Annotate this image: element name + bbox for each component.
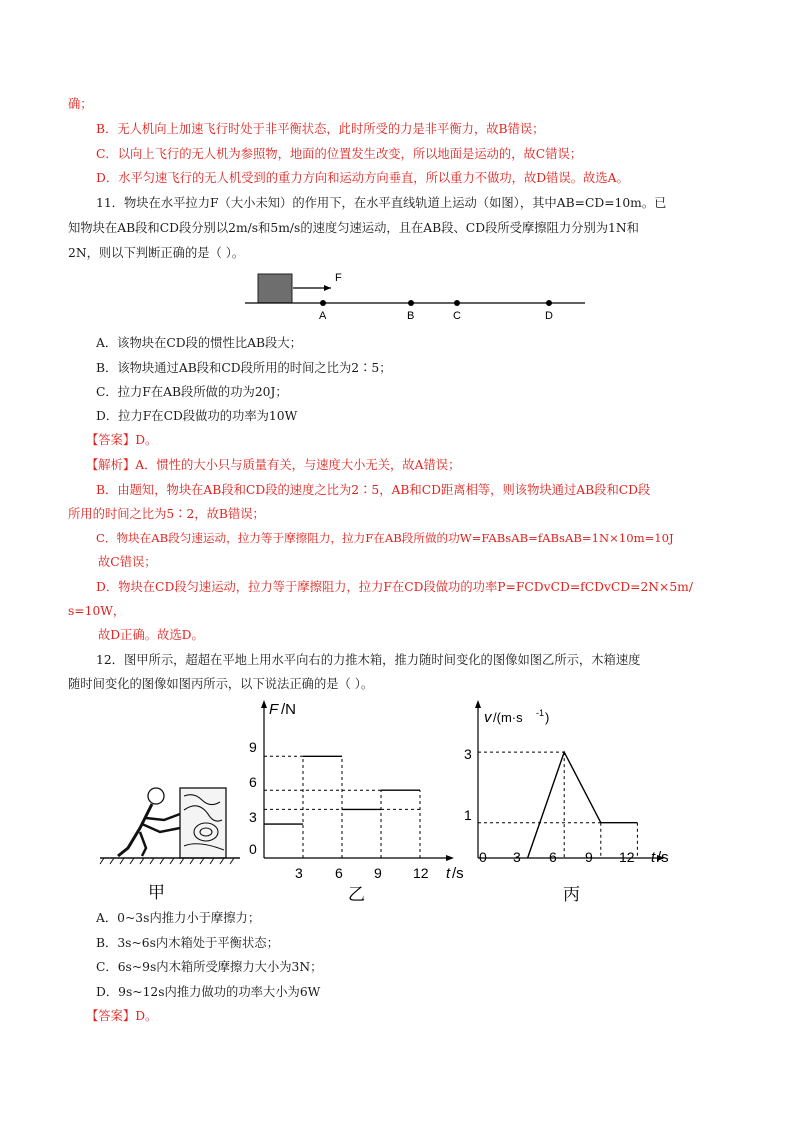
point-label: A [319,310,327,322]
option-a: A．该物块在CD段的惯性比AB段大； [96,336,302,350]
answer-label: 【答案】D。 [86,433,158,447]
y-axis-label-var: v [484,709,492,726]
point-label: D [545,310,553,322]
text-line: D．水平匀速飞行的无人机受到的重力方向和运动方向垂直，所以重力不做功，故D错误。故选A。 [96,171,629,185]
answer-label: 【答案】D。 [86,1009,158,1023]
x-tick-label: 12 [619,849,635,865]
y-axis-arrow-icon [475,700,481,708]
x-tick-label: 0 [479,849,487,865]
x-tick-label: 6 [335,865,343,881]
x-axis-arrow-icon [446,855,454,861]
explanation: D．物块在CD段匀速运动，拉力等于摩擦阻力，拉力F在CD段做功的功率P=FCDvCD=fCDvCD=2N×5m/ [96,580,693,594]
explanation: 【解析】A．惯性的大小只与质量有关，与速度大小无关，故A错误； [86,458,461,472]
y-tick-label: 9 [249,739,257,755]
figure-11-track [245,266,590,322]
block [258,274,292,303]
y-axis-label-close: ) [545,710,550,725]
option-b: B．该物块通过AB段和CD段所用的时间之比为2∶5； [96,361,392,375]
y-axis-label-unit: /N [281,701,296,718]
option-c: C．拉力F在AB段所做的功为20J； [96,385,288,399]
x-axis-label-unit: /s [657,849,669,866]
chart-bing [465,696,685,906]
option-b: B．3s~6s内木箱处于平衡状态； [96,936,279,950]
x-tick-label: 12 [413,865,429,881]
text-line: C．以向上飞行的无人机为参照物，地面的位置发生改变，所以地面是运动的，故C错误； [96,147,583,161]
x-tick-label: 3 [513,849,521,865]
x-tick-label: 3 [295,865,303,881]
arrow-icon [324,285,331,291]
chart-yi [250,696,470,906]
y-tick-label: 6 [249,774,257,790]
x-axis-label-unit: /s [452,865,464,882]
force-label: F [335,272,342,284]
explanation: s=10W， [68,604,126,618]
caption-yi: 乙 [348,885,365,904]
option-c: C．6s~9s内木箱所受摩擦力大小为3N； [96,960,323,974]
text-line: B．无人机向上加速飞行时处于非平衡状态，此时所受的力是非平衡力，故B错误； [96,122,545,136]
question-11-stem: 2N，则以下判断正确的是（ ）。 [68,246,245,260]
y-tick-label: 0 [249,841,257,857]
explanation: 故C错误； [98,555,157,569]
velocity-series-line [528,752,638,858]
question-12-stem: 随时间变化的图像如图丙所示，以下说法正确的是（ ）。 [68,677,374,691]
text-line: 确； [68,97,93,111]
figure-jia [100,770,250,910]
y-tick-label: 3 [249,809,257,825]
question-11-stem: 11．物块在水平拉力F（大小未知）的作用下，在水平直线轨道上运动（如图），其中AB=CD=10m。已 [96,196,667,210]
x-axis-label-var: t [446,865,451,882]
option-d: D．9s~12s内推力做功的功率大小为6W [96,985,321,999]
x-axis-label-var: t [651,849,656,866]
explanation: 所用的时间之比为5∶2，故B错误； [68,507,265,521]
x-tick-label: 6 [549,849,557,865]
y-tick-label: 3 [464,746,472,762]
point-label: B [407,310,415,322]
option-a: A．0~3s内推力小于摩擦力； [96,911,261,925]
point-label: C [453,310,461,322]
question-12-stem: 12．图甲所示，超超在平地上用水平向右的力推木箱，推力随时间变化的图像如图乙所示，木箱速度 [96,653,641,667]
caption-bing: 丙 [563,885,580,904]
x-tick-label: 9 [374,865,382,881]
question-11-stem: 知物块在AB段和CD段分别以2m/s和5m/s的速度匀速运动，且在AB段、CD段所受摩擦阻力分别为1N和 [68,221,639,235]
explanation: C．物块在AB段匀速运动，拉力等于摩擦阻力，拉力F在AB段所做的功W=FABsAB=fABsAB=1N×10m=10J [96,531,674,545]
y-tick-label: 1 [464,807,472,823]
x-tick-label: 9 [585,849,593,865]
option-d: D．拉力F在CD段做功的功率为10W [96,409,298,423]
y-axis-label-exp: -1 [536,708,545,718]
explanation: 故D正确。故选D。 [98,628,204,642]
caption-jia: 甲 [148,883,165,902]
y-axis-label-unit: /(m·s [493,710,523,725]
explanation: B．由题知，物块在AB段和CD段的速度之比为2∶5，AB和CD距离相等，则该物块通过AB段和CD段 [96,483,651,497]
y-axis-label-var: F [269,701,279,718]
person-head [148,788,164,804]
y-axis-arrow-icon [261,700,267,708]
